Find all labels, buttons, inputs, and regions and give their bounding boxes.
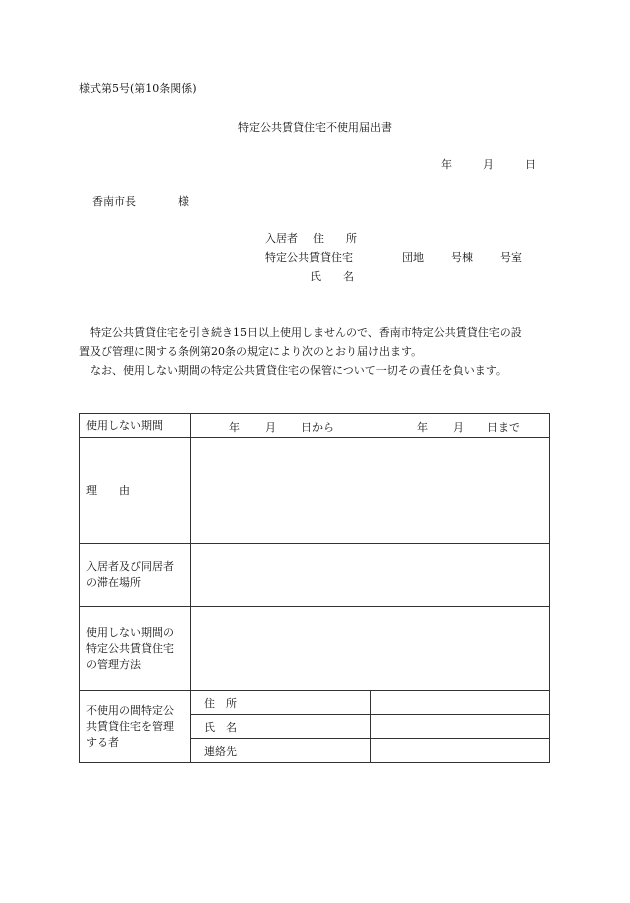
form-title: 特定公共賃貸住宅不使用届出書	[238, 121, 392, 134]
manager-label: 不使用の間特定公 共賃貸住宅を管理 する者	[80, 691, 191, 763]
period-from-day: 日から	[301, 421, 334, 434]
manager-name-label: 氏 名	[191, 715, 371, 739]
applicant-housing-row	[265, 249, 522, 265]
stay-location-label: 入居者及び同居者 の滞在場所	[80, 544, 191, 607]
body-paragraph-1	[79, 323, 522, 361]
reason-row	[80, 438, 550, 544]
date-day: 日	[525, 158, 536, 171]
applicant-address-row	[265, 230, 357, 246]
period-field[interactable]	[191, 414, 550, 438]
period-to-year: 年	[417, 421, 428, 434]
body-line-2: 置及び管理に関する条例第20条の規定により次のとおり届け出ます。	[79, 345, 423, 358]
room-label: 号室	[500, 251, 522, 264]
building-label: 号棟	[451, 251, 473, 264]
addressee-honorific: 様	[178, 195, 189, 208]
reason-label: 理 由	[80, 438, 191, 544]
period-from-year: 年	[229, 421, 240, 434]
submission-date	[441, 156, 536, 172]
stay-location-row	[80, 544, 550, 607]
body-line-1: 特定公共賃貸住宅を引き続き15日以上使用しませんので、香南市特定公共賃貸住宅の設	[90, 326, 522, 339]
complex-label: 団地	[402, 251, 424, 264]
applicant-name-row	[310, 268, 354, 284]
body-paragraph-2: なお、使用しない期間の特定公共賃貸住宅の保管について一切その責任を負います。	[90, 364, 507, 377]
manager-contact-field[interactable]	[370, 739, 550, 763]
period-label: 使用しない期間	[80, 414, 191, 438]
period-to-month: 月	[453, 421, 464, 434]
manager-contact-label: 連絡先	[191, 739, 371, 763]
manager-address-label: 住 所	[191, 691, 371, 715]
housing-label: 特定公共賃貸住宅	[265, 251, 353, 264]
management-method-row	[80, 607, 550, 691]
reason-field[interactable]	[191, 438, 550, 544]
addressee-name: 香南市長	[92, 195, 136, 208]
form-table	[79, 413, 550, 763]
date-month: 月	[483, 158, 494, 171]
management-method-field[interactable]	[191, 607, 550, 691]
resident-label: 入居者	[265, 232, 298, 245]
addressee	[92, 193, 189, 209]
period-to-day: 日まで	[487, 421, 520, 434]
address-label: 住 所	[313, 232, 357, 245]
name-label: 氏 名	[310, 270, 354, 283]
period-row	[80, 414, 550, 438]
form-number: 様式第5号(第10条関係)	[79, 82, 197, 95]
stay-location-field[interactable]	[191, 544, 550, 607]
period-from-month: 月	[265, 421, 276, 434]
manager-name-field[interactable]	[370, 715, 550, 739]
management-method-label: 使用しない期間の 特定公共賃貸住宅 の管理方法	[80, 607, 191, 691]
manager-address-field[interactable]	[370, 691, 550, 715]
date-year: 年	[441, 158, 452, 171]
manager-address-row	[80, 691, 550, 715]
